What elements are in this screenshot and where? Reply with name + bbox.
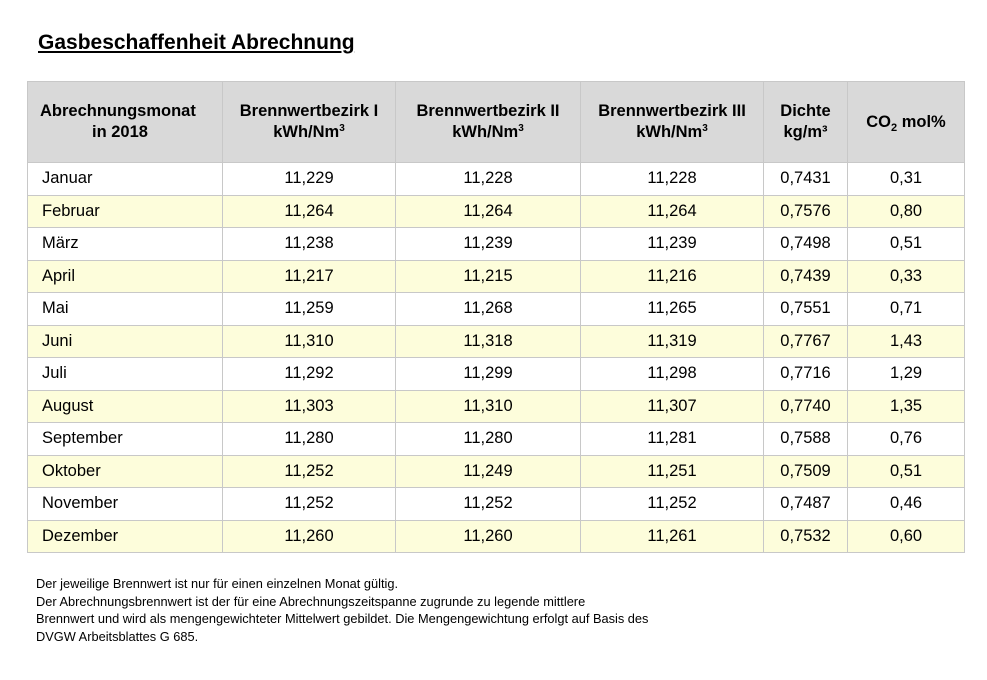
table-row bbox=[28, 520, 965, 553]
cell-co2: 1,43 bbox=[848, 325, 965, 358]
cell-bezirk-1: 11,252 bbox=[223, 455, 396, 488]
page-title: Gasbeschaffenheit Abrechnung bbox=[38, 31, 355, 54]
cell-dichte: 0,7767 bbox=[764, 325, 848, 358]
cell-month: Mai bbox=[28, 293, 223, 326]
cell-bezirk-1: 11,238 bbox=[223, 228, 396, 261]
gas-quality-table bbox=[27, 81, 965, 553]
header-co2-prefix: CO bbox=[866, 112, 892, 131]
table-row bbox=[28, 358, 965, 391]
cell-bezirk-1: 11,260 bbox=[223, 520, 396, 553]
table-row bbox=[28, 228, 965, 261]
cell-dichte: 0,7487 bbox=[764, 488, 848, 521]
header-bezirk-3-unit-sup: 3 bbox=[702, 123, 708, 134]
header-bezirk-1-unit-sup: 3 bbox=[339, 123, 345, 134]
cell-month: Januar bbox=[28, 163, 223, 196]
header-bezirk-3-unit bbox=[581, 122, 763, 143]
cell-co2: 0,51 bbox=[848, 455, 965, 488]
footnote-line: Der jeweilige Brennwert ist nur für einen einzelnen Monat gültig. bbox=[36, 576, 399, 591]
cell-bezirk-2: 11,318 bbox=[396, 325, 581, 358]
table-row bbox=[28, 260, 965, 293]
cell-month: Juli bbox=[28, 358, 223, 391]
cell-month: Oktober bbox=[28, 455, 223, 488]
cell-bezirk-3: 11,239 bbox=[581, 228, 764, 261]
cell-bezirk-3: 11,252 bbox=[581, 488, 764, 521]
header-bezirk-2-unit-text: kWh/Nm bbox=[452, 123, 519, 141]
cell-bezirk-3: 11,319 bbox=[581, 325, 764, 358]
cell-bezirk-2: 11,260 bbox=[396, 520, 581, 553]
cell-bezirk-2: 11,280 bbox=[396, 423, 581, 456]
header-bezirk-3-label: Brennwertbezirk III bbox=[598, 102, 746, 120]
cell-month: März bbox=[28, 228, 223, 261]
cell-dichte: 0,7740 bbox=[764, 390, 848, 423]
cell-bezirk-3: 11,264 bbox=[581, 195, 764, 228]
cell-dichte: 0,7588 bbox=[764, 423, 848, 456]
cell-bezirk-1: 11,259 bbox=[223, 293, 396, 326]
cell-bezirk-3: 11,261 bbox=[581, 520, 764, 553]
cell-dichte: 0,7551 bbox=[764, 293, 848, 326]
cell-co2: 1,29 bbox=[848, 358, 965, 391]
cell-bezirk-2: 11,299 bbox=[396, 358, 581, 391]
header-bezirk-2-unit-sup: 3 bbox=[518, 123, 524, 134]
cell-co2: 0,46 bbox=[848, 488, 965, 521]
table-row bbox=[28, 163, 965, 196]
cell-bezirk-1: 11,217 bbox=[223, 260, 396, 293]
cell-bezirk-2: 11,252 bbox=[396, 488, 581, 521]
cell-bezirk-1: 11,264 bbox=[223, 195, 396, 228]
cell-month: August bbox=[28, 390, 223, 423]
cell-bezirk-1: 11,310 bbox=[223, 325, 396, 358]
footnote-line: Der Abrechnungsbrennwert ist der für eine Abrechnungszeitspanne zugrunde zu legende mittlere bbox=[36, 593, 586, 609]
cell-dichte: 0,7716 bbox=[764, 358, 848, 391]
cell-co2: 0,60 bbox=[848, 520, 965, 553]
header-bezirk-2 bbox=[396, 82, 581, 163]
header-month-line2: in 2018 bbox=[92, 123, 148, 141]
cell-month: Februar bbox=[28, 195, 223, 228]
cell-month: Dezember bbox=[28, 520, 223, 553]
header-row bbox=[28, 82, 965, 163]
table-header bbox=[28, 82, 965, 163]
cell-bezirk-3: 11,298 bbox=[581, 358, 764, 391]
cell-bezirk-3: 11,307 bbox=[581, 390, 764, 423]
header-co2 bbox=[848, 82, 965, 163]
cell-bezirk-1: 11,292 bbox=[223, 358, 396, 391]
cell-dichte: 0,7439 bbox=[764, 260, 848, 293]
header-dichte-label: Dichte bbox=[780, 102, 831, 120]
cell-month: April bbox=[28, 260, 223, 293]
cell-co2: 1,35 bbox=[848, 390, 965, 423]
cell-co2: 0,76 bbox=[848, 423, 965, 456]
header-bezirk-1-label: Brennwertbezirk I bbox=[239, 102, 379, 120]
cell-dichte: 0,7532 bbox=[764, 520, 848, 553]
cell-bezirk-2: 11,268 bbox=[396, 293, 581, 326]
table-row bbox=[28, 488, 965, 521]
cell-bezirk-2: 11,264 bbox=[396, 195, 581, 228]
cell-bezirk-3: 11,265 bbox=[581, 293, 764, 326]
header-bezirk-3 bbox=[581, 82, 764, 163]
cell-bezirk-3: 11,216 bbox=[581, 260, 764, 293]
cell-co2: 0,71 bbox=[848, 293, 965, 326]
cell-bezirk-1: 11,303 bbox=[223, 390, 396, 423]
cell-bezirk-2: 11,228 bbox=[396, 163, 581, 196]
cell-dichte: 0,7576 bbox=[764, 195, 848, 228]
header-month-line1: Abrechnungsmonat bbox=[40, 102, 196, 120]
cell-co2: 0,51 bbox=[848, 228, 965, 261]
table-body bbox=[28, 163, 965, 553]
cell-bezirk-1: 11,252 bbox=[223, 488, 396, 521]
cell-co2: 0,80 bbox=[848, 195, 965, 228]
cell-bezirk-2: 11,239 bbox=[396, 228, 581, 261]
header-co2-sub: 2 bbox=[891, 121, 898, 134]
cell-bezirk-1: 11,280 bbox=[223, 423, 396, 456]
table-row bbox=[28, 293, 965, 326]
cell-month: September bbox=[28, 423, 223, 456]
cell-bezirk-1: 11,229 bbox=[223, 163, 396, 196]
footnote-line: Brennwert und wird als mengengewichteter Mittelwert gebildet. Die Mengengewichtung erfolgt auf Basis des bbox=[36, 611, 649, 626]
footnote bbox=[36, 575, 796, 645]
table-row bbox=[28, 423, 965, 456]
cell-co2: 0,33 bbox=[848, 260, 965, 293]
header-bezirk-2-unit bbox=[396, 122, 580, 143]
cell-dichte: 0,7509 bbox=[764, 455, 848, 488]
header-month bbox=[28, 82, 223, 163]
table-row bbox=[28, 325, 965, 358]
header-co2-suffix: mol% bbox=[897, 112, 946, 131]
cell-co2: 0,31 bbox=[848, 163, 965, 196]
cell-dichte: 0,7431 bbox=[764, 163, 848, 196]
header-dichte-unit: kg/m³ bbox=[783, 123, 828, 141]
header-dichte bbox=[764, 82, 848, 163]
cell-month: Juni bbox=[28, 325, 223, 358]
cell-bezirk-2: 11,215 bbox=[396, 260, 581, 293]
cell-bezirk-3: 11,281 bbox=[581, 423, 764, 456]
cell-month: November bbox=[28, 488, 223, 521]
header-bezirk-2-label: Brennwertbezirk II bbox=[416, 102, 560, 120]
cell-bezirk-2: 11,249 bbox=[396, 455, 581, 488]
header-bezirk-1-unit bbox=[223, 122, 395, 143]
footnote-line: DVGW Arbeitsblattes G 685. bbox=[36, 628, 199, 644]
cell-bezirk-3: 11,251 bbox=[581, 455, 764, 488]
header-bezirk-1 bbox=[223, 82, 396, 163]
table-row bbox=[28, 455, 965, 488]
table-row bbox=[28, 195, 965, 228]
cell-bezirk-3: 11,228 bbox=[581, 163, 764, 196]
cell-bezirk-2: 11,310 bbox=[396, 390, 581, 423]
table-row bbox=[28, 390, 965, 423]
cell-dichte: 0,7498 bbox=[764, 228, 848, 261]
header-bezirk-3-unit-text: kWh/Nm bbox=[636, 123, 703, 141]
header-bezirk-1-unit-text: kWh/Nm bbox=[273, 123, 340, 141]
